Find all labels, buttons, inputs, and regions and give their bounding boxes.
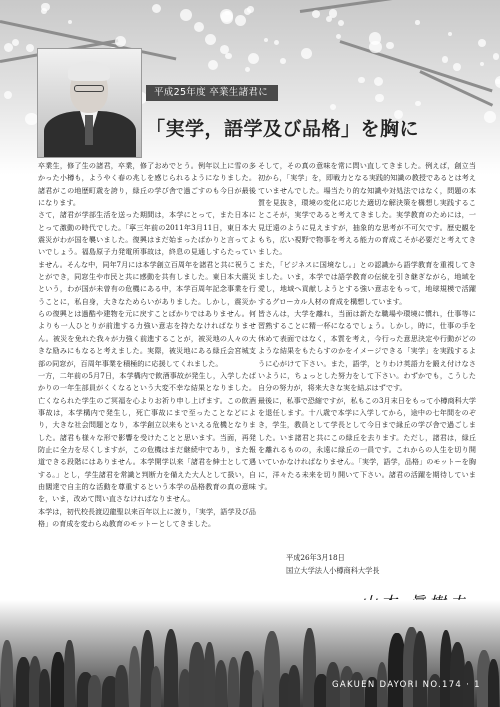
blossom xyxy=(312,10,320,18)
blossom xyxy=(326,16,332,22)
blossom xyxy=(448,32,452,36)
blossom xyxy=(336,34,342,40)
blossom xyxy=(220,45,229,54)
paragraph: 一方，二年前の5月7日，本学構内で飲酒事故が発生し，入学したばかりの一年生部員がくくなるという大変不幸な結果となりました。亡くなられた学生のご冥福を心よりお祈り申し上げます。この飲酒事故は，本学構内で発生し，死亡事故にまで至ったことなどにより，大きな社会問題となり，本学創立以来もといえる危機となりました。諸君も様々な形で影響を受けたことと思います。当面，再発防止に全力を尽くしますが，この危機はまだ継続中であり，また報道できる段階にはありません。本学開学以来「諸君を紳士として遇する。」とし，学生諸君を常識と判断力を備えた大人として扱い，自由闊達で自主的な活動を尊重するという本学の品格教育の真の意味を，いま，改めて問い直さなければなりません。 xyxy=(38,370,256,504)
blossom xyxy=(330,104,336,110)
article-column-right xyxy=(258,160,476,493)
blossom xyxy=(68,20,72,24)
audience-figure xyxy=(413,631,428,707)
blossom xyxy=(115,36,126,47)
blossom xyxy=(493,53,499,59)
publication-footer: GAKUEN DAYORI NO.174 · 1 xyxy=(332,680,481,690)
audience-figure xyxy=(115,665,128,707)
article-column-left xyxy=(38,160,256,530)
blossom xyxy=(194,22,204,32)
blossom xyxy=(280,58,286,64)
paragraph: 卒業生，修了生の諸君，卒業，修了おめでとう。例年以上に雪の多かった小樽も，ようやく春の兆しを感じられるようになりました。諸君がこの地歴町歳を誇り，緑丘の学び舎で過ごすのも今日が最後になります。 xyxy=(38,161,256,208)
blossom xyxy=(264,38,268,42)
blossom xyxy=(415,101,420,106)
blossom xyxy=(374,77,383,86)
blossom xyxy=(4,91,12,99)
blossom xyxy=(484,111,496,123)
blossom xyxy=(152,4,161,13)
blossom xyxy=(4,43,13,52)
signature-block xyxy=(286,552,379,577)
blossom xyxy=(248,53,260,65)
blossom xyxy=(358,77,364,83)
blossom xyxy=(25,113,38,126)
audience-figure xyxy=(1,640,13,707)
audience-figure xyxy=(129,646,141,707)
article-headline: 「実学，語学及び品格」を胸に xyxy=(146,118,420,140)
audience-figure xyxy=(264,631,280,707)
branch xyxy=(340,40,493,92)
audience-figure xyxy=(39,669,50,707)
blossom xyxy=(41,8,47,14)
audience-figure xyxy=(252,670,263,707)
blossom xyxy=(26,44,34,52)
blossom xyxy=(495,79,500,84)
audience-figure xyxy=(64,640,74,707)
audience-figure xyxy=(51,652,64,707)
signature-title: 国立大学法人小樽商科大学長 xyxy=(286,565,380,575)
blossom xyxy=(338,20,344,26)
audience-figure xyxy=(288,665,300,707)
paragraph: 皆さんは，大学を離れ，当面は新たな職場や環境に慣れ，仕事等に習熟することに精一杯になるでしょう。しかし，時に，仕事の手を休めて表面ではなく，本質を考え，今行った意思決定や行動がどのような結果をもたらすのかをイメージできる「実学」を実践するように心がけて下さい。また，語学，とりわけ英語力を鍛え付けなさいように，ちょっとした努力をして下さい。わずかでも，こうした自分の努力が，将来大きな実を結ぶはずです。 xyxy=(258,309,476,393)
paragraph: 最後に，私事で恐縮ですが，私もこの3月末日をもって小樽商科大学を退任します。十八歳で本学に入学してから，途中の七年間をのぞき，学生，教員として学長として今日まで縁丘の学び舎で過ごしました。いま諸君と共にこの緑丘を去ります。ただし，諸君は，緑丘を離れるものの，永遠に緑丘の一員です。これからの人生を切り開いていかなければなりません。「実学，語学，品格」のモットーを胸に，洋々たる未来を切り開いて下さい。諸君の活躍を期待しています。 xyxy=(258,395,476,491)
blossom xyxy=(480,62,484,66)
president-portrait xyxy=(37,48,142,158)
paragraph: そして，その真の意味を常に問い直してきました。例えば，創立当初から，「実学」を，即戦力となる実践的知識の教授であるとは考えていませんでした。場当たり的な知識や対処法ではなく，問題の本質を見抜き，環境の変化に応じた適切な解決策を構想し実践することこそが，実学であると考えてきました。実学教育のためには，一見迂遠のように見えますが，抽象的な思考が不可欠です。歴史観をもち，広い視野で物事を考える能力の育成こそが必要だと考えてきました。 xyxy=(258,161,476,257)
paragraph: さて，諸君が学部生活を送った期間は，本学にとって，また日本にとって激動の時代でした。「寧三年前の2011年3月11日，東日本大震災がわが国を襲いました。復興はまだ始まったばかりと言ってよいでしょう。福島原子力発電所事故は，終息の見通しすらたっていません。そんな中，同年7月には本学創立百周年を諸君と共に祝うことができ，同窓生や市民と共に感動を共有しました。東日本大震災という，わが国が未曾有の危機にある中，本学百周年記念事業を行うことに，私自身，大きなためらいがありました。しかし，震災からの復興とは過酷や建物を元に戻すことばかりではありません。何よりも一人ひとりが前進する力強い意志を持たなければなりません。被災を免れた我々が力強く前進することが，被災地の人々の大きな励みにもなると考えました。実際，被災地にある緑丘会宮城支部の同窓が，百周年事業を積極的に応援してくれました。 xyxy=(38,210,256,368)
blossom xyxy=(235,15,246,26)
signature-date: 平成26年3月18日 xyxy=(286,553,345,562)
paragraph: また，「ビジネスに国境なし。」との認識から語学教育を重視してきました。いま，本学では語学教育の伝統を引き継ぎながら，地域を愛し，地域へ貢献しようとする強い意志をもって，地球規模で活躍するグローカル人材の育成を構想しています。 xyxy=(258,259,476,306)
blossom xyxy=(369,41,381,53)
blossom xyxy=(245,67,250,72)
blossom xyxy=(442,56,448,62)
audience-figure xyxy=(215,660,228,707)
audience-figure xyxy=(228,657,239,707)
audience-figure xyxy=(189,642,205,707)
blossom xyxy=(274,40,279,45)
paragraph: 本学は，初代校長渡辺龍聖以来百年以上に渡り，「実学，語学及び品格」の育成を変わらぬ教育のモットーとしてきました。 xyxy=(38,506,256,528)
graduation-ceremony-photo xyxy=(0,600,500,707)
audience-figure xyxy=(204,642,215,707)
blossom xyxy=(386,42,393,49)
blossom xyxy=(415,20,419,24)
blossom xyxy=(225,53,231,59)
blossom xyxy=(375,94,384,103)
audience-figure xyxy=(88,675,101,707)
audience-figure xyxy=(151,666,162,707)
section-tag: 平成25年度 卒業生諸君に xyxy=(146,85,278,101)
audience-figure xyxy=(488,659,499,707)
audience-figure xyxy=(164,629,179,707)
blossom xyxy=(478,39,486,47)
blossom xyxy=(301,48,312,59)
blossom xyxy=(208,60,218,70)
blossom xyxy=(244,8,251,15)
blossom xyxy=(180,9,192,21)
blossom xyxy=(220,9,233,22)
blossom xyxy=(453,63,461,71)
blossom xyxy=(12,39,19,46)
blossom xyxy=(205,34,216,45)
